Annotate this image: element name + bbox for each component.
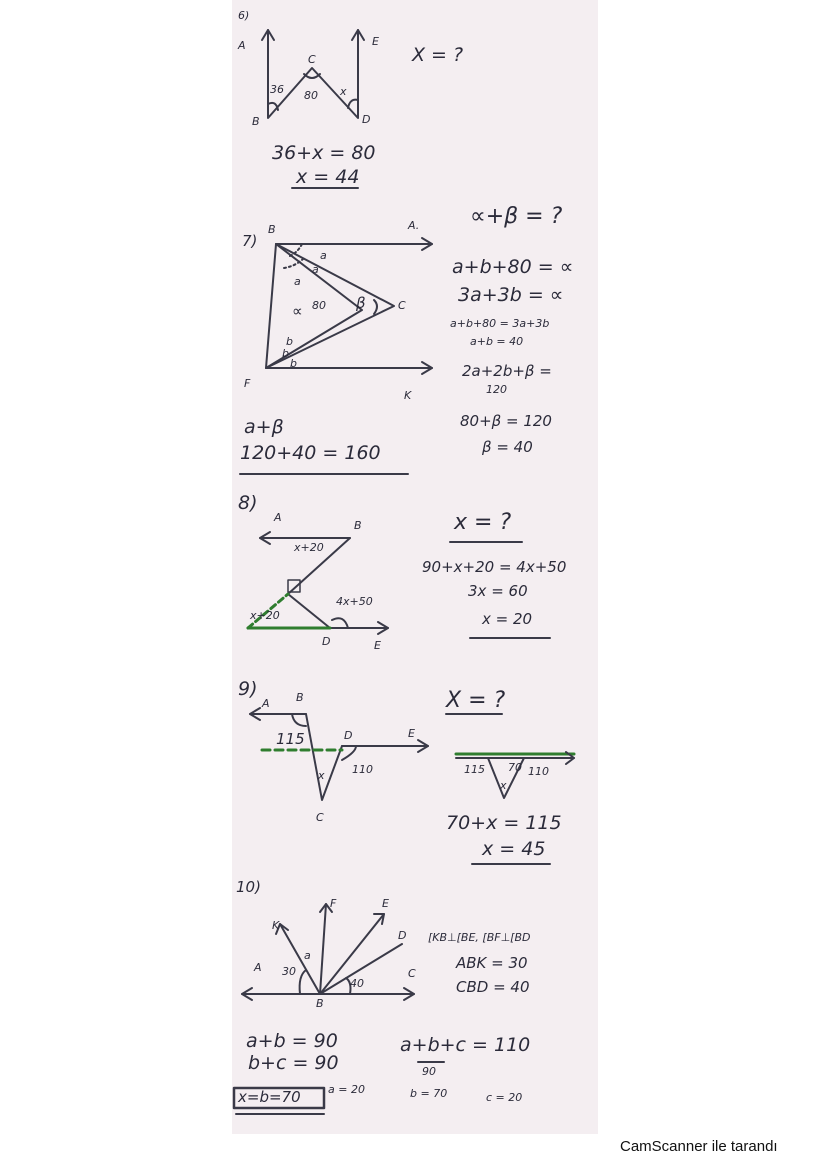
p7-work-5: 2a+2b+β = — [462, 362, 552, 380]
p9-angle-x: x — [318, 769, 325, 782]
p8-label-e: E — [374, 639, 381, 652]
p7-label-a: A. — [408, 219, 420, 232]
p10-label-a: A — [254, 961, 262, 974]
scanner-watermark: CamScanner ile tarandı — [620, 1138, 778, 1155]
p10-value-b: b = 70 — [410, 1087, 448, 1100]
p8-number: 8) — [238, 492, 258, 514]
p6-angle-80: 80 — [304, 89, 318, 102]
p7-answer-value: 120+40 = 160 — [240, 442, 381, 464]
p8-work-1: 90+x+20 = 4x+50 — [422, 558, 567, 576]
p8-angle-bottom: x+20 — [250, 609, 280, 622]
p8-label-a: A — [274, 511, 282, 524]
p9-side-115: 115 — [464, 763, 485, 776]
p6-label-d: D — [362, 113, 371, 126]
p8-label-d: D — [322, 635, 331, 648]
p7-label-c: C — [398, 299, 406, 312]
p10-label-d: D — [398, 929, 407, 942]
p7-angle-a3: a — [294, 275, 301, 288]
p7-work-3: a+b+80 = 3a+3b — [450, 317, 550, 330]
p8-work-2: 3x = 60 — [468, 582, 528, 600]
p7-angle-b2: b — [282, 347, 289, 360]
p7-label-f: F — [244, 377, 251, 390]
p10-work-left-1: a+b = 90 — [246, 1030, 338, 1052]
p10-label-c: C — [408, 967, 416, 980]
p7-label-k: K — [404, 389, 412, 402]
p7-angle-a1: a — [320, 249, 327, 262]
p6-question: X = ? — [412, 44, 464, 66]
p9-side-x: x — [500, 779, 507, 792]
p10-label-e: E — [382, 897, 389, 910]
p9-work-2: x = 45 — [482, 838, 546, 860]
p6-label-c: C — [308, 53, 316, 66]
p9-angle-110: 110 — [352, 763, 373, 776]
p9-label-e: E — [408, 727, 415, 740]
p7-angle-beta: β — [356, 294, 366, 312]
p7-angle-b1: b — [286, 335, 293, 348]
scanned-notebook-page — [232, 0, 598, 1134]
p8-work-3: x = 20 — [482, 610, 533, 628]
p6-angle-x: x — [340, 85, 347, 98]
p9-label-c: C — [316, 811, 324, 824]
p10-answer: x=b=70 — [238, 1088, 301, 1106]
p7-number: 7) — [242, 232, 258, 250]
p10-label-k: K — [272, 919, 280, 932]
p10-value-a: a = 20 — [328, 1083, 365, 1096]
p10-label-f: F — [330, 897, 337, 910]
p7-answer-label: a+β — [244, 416, 284, 438]
p10-given-3: CBD = 40 — [456, 978, 530, 996]
p9-question: X = ? — [446, 688, 506, 713]
p10-label-b: B — [316, 997, 324, 1010]
p9-angle-115: 115 — [276, 730, 305, 748]
p7-work-6: 120 — [486, 383, 507, 396]
p7-angle-alpha: ∝ — [292, 302, 303, 320]
p6-work-2: x = 44 — [296, 166, 360, 188]
p10-work-right-1: a+b+c = 110 — [400, 1034, 531, 1056]
p10-number: 10) — [236, 878, 261, 896]
p10-angle-a: a — [304, 949, 311, 962]
p9-number: 9) — [238, 678, 258, 700]
p9-side-70: 70 — [508, 761, 522, 774]
p9-label-d: D — [344, 729, 353, 742]
p8-label-b: B — [354, 519, 362, 532]
p10-angle-40: 40 — [350, 977, 364, 990]
p9-label-a: A — [262, 697, 270, 710]
p7-question: ∝+β = ? — [470, 204, 563, 229]
p9-work-1: 70+x = 115 — [446, 812, 562, 834]
p7-angle-b3: b — [290, 357, 297, 370]
p10-work-left-2: b+c = 90 — [248, 1052, 339, 1074]
p7-work-1: a+b+80 = ∝ — [452, 256, 574, 278]
p7-work-4: a+b = 40 — [470, 335, 524, 348]
p7-work-8: β = 40 — [482, 438, 533, 456]
p6-work-1: 36+x = 80 — [272, 142, 376, 164]
p7-work-2: 3a+3b = ∝ — [458, 284, 564, 306]
p6-angle-36: 36 — [270, 83, 284, 96]
p7-angle-a2: a — [312, 263, 319, 276]
p6-label-a: A — [238, 39, 246, 52]
p10-value-c: c = 20 — [486, 1091, 523, 1104]
p7-work-7: 80+β = 120 — [460, 412, 552, 430]
p7-label-b: B — [268, 223, 276, 236]
p8-question: x = ? — [454, 510, 512, 535]
p7-diagram — [240, 238, 432, 474]
p9-side-110: 110 — [528, 765, 549, 778]
p6-label-e: E — [372, 35, 379, 48]
p10-work-right-2: 90 — [422, 1065, 436, 1078]
p8-angle-right: 4x+50 — [336, 595, 373, 608]
p9-label-b: B — [296, 691, 304, 704]
p10-given-1: [KB⊥[BE, [BF⊥[BD — [428, 931, 531, 944]
p10-given-2: ABK = 30 — [456, 954, 528, 972]
p8-angle-top: x+20 — [294, 541, 324, 554]
p10-angle-30: 30 — [282, 965, 296, 978]
p7-angle-80: 80 — [312, 299, 326, 312]
p6-number: 6) — [238, 9, 250, 22]
p6-label-b: B — [252, 115, 260, 128]
